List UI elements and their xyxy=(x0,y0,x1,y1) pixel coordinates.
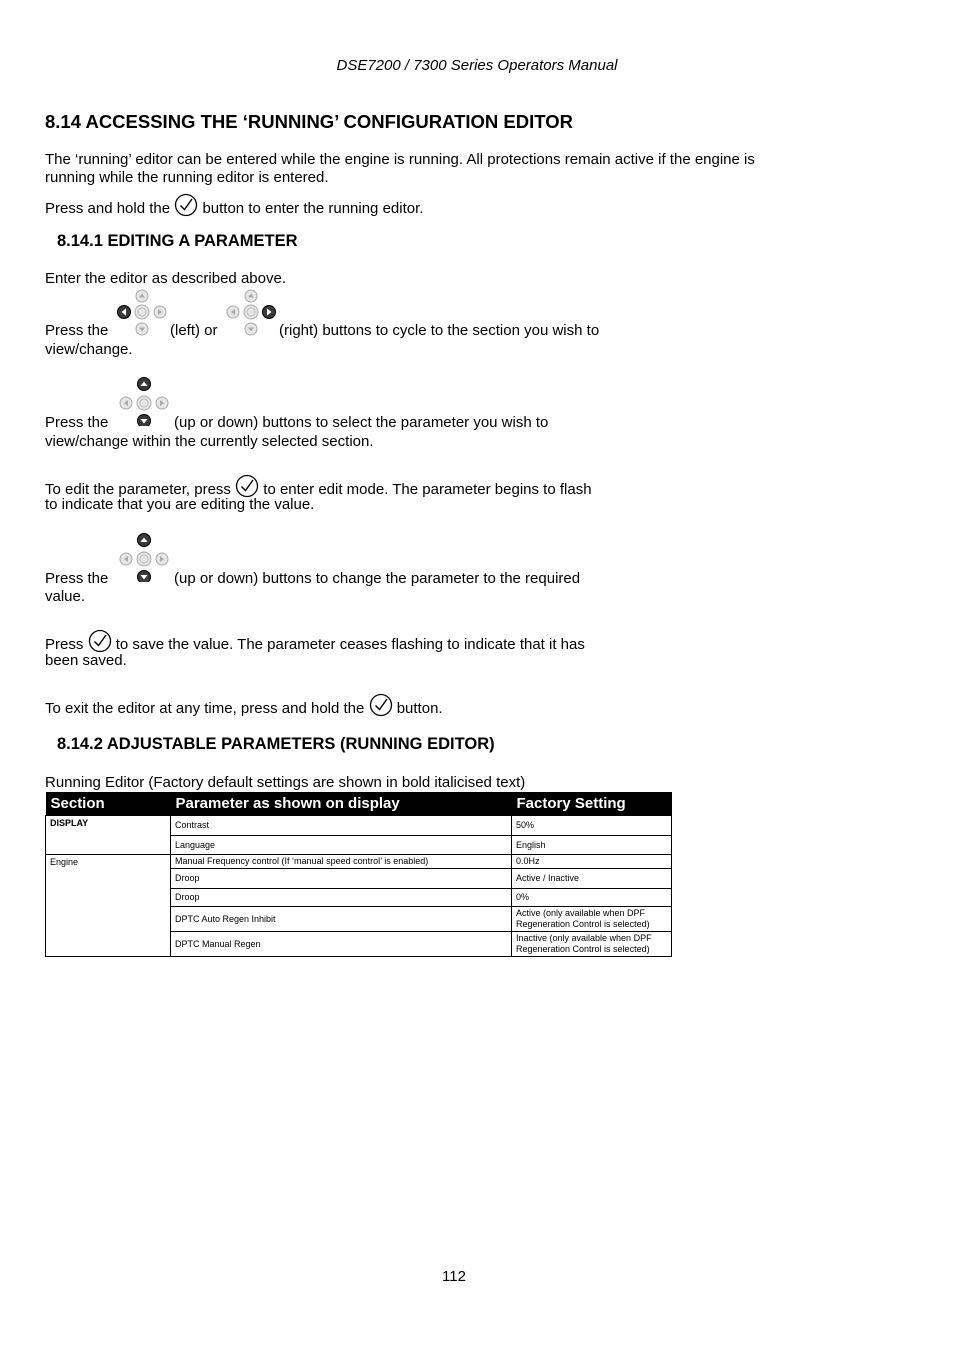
parameter-cell: Manual Frequency control (If ‘manual speed control’ is enabled) xyxy=(171,855,512,869)
parameter-cell: Language xyxy=(171,836,512,855)
up-down-text-b: (up or down) buttons to select the parameter you wish to xyxy=(174,414,549,431)
right-button-icon xyxy=(223,288,279,338)
tick-button-icon xyxy=(369,693,393,717)
adjustable-heading: 8.14.2 ADJUSTABLE PARAMETERS (RUNNING EDITOR) xyxy=(57,735,495,753)
parameter-cell: DPTC Auto Regen Inhibit xyxy=(171,907,512,932)
setting-cell: Active / Inactive xyxy=(512,869,672,889)
setting-cell: Inactive (only available when DPF Regeneration Control is selected) xyxy=(512,932,672,957)
column-header: Factory Setting xyxy=(512,792,672,816)
exit-text-a: To exit the editor at any time, press and hold the xyxy=(45,700,365,717)
save-text-b: to save the value. The parameter ceases flashing to indicate that it has xyxy=(115,636,585,653)
edit-text-b: to enter edit mode. The parameter begins to flash xyxy=(263,481,592,498)
parameter-cell: Droop xyxy=(171,869,512,889)
parameter-cell: Droop xyxy=(171,889,512,907)
save-text-c: been saved. xyxy=(45,652,127,669)
tick-button-icon xyxy=(88,629,112,653)
change-text-a: Press the xyxy=(45,570,109,587)
save-instruction xyxy=(45,629,585,654)
section-cell: DISPLAY xyxy=(46,816,171,855)
left-right-text-b: (left) or xyxy=(170,322,218,339)
left-right-text-c: (right) buttons to cycle to the section you wish to xyxy=(279,322,600,339)
up-down-text-a: Press the xyxy=(45,414,109,431)
column-header: Section xyxy=(46,792,171,816)
left-right-text-d: view/change. xyxy=(45,341,133,358)
setting-cell: 0% xyxy=(512,889,672,907)
parameters-table xyxy=(45,792,672,957)
press-hold-instruction xyxy=(45,193,423,218)
change-text-c: value. xyxy=(45,588,86,605)
intro-line-2: running while the running editor is entered. xyxy=(45,169,329,186)
column-header: Parameter as shown on display xyxy=(171,792,512,816)
tick-button-icon xyxy=(235,474,259,498)
enter-editor-text: Enter the editor as described above. xyxy=(45,270,286,287)
section-heading: 8.14 ACCESSING THE ‘RUNNING’ CONFIGURATION EDITOR xyxy=(45,111,573,132)
up-down-button-icon xyxy=(116,532,172,582)
table-row xyxy=(46,816,672,836)
setting-cell: 50% xyxy=(512,816,672,836)
edit-text-c: to indicate that you are editing the value. xyxy=(45,496,315,513)
left-button-icon xyxy=(114,288,170,338)
table-caption: Running Editor (Factory default settings are shown in bold italicised text) xyxy=(45,774,526,791)
edit-text-a: To edit the parameter, press xyxy=(45,481,231,498)
save-text-a: Press xyxy=(45,636,84,653)
setting-cell: Active (only available when DPF Regeneration Control is selected) xyxy=(512,907,672,932)
up-down-button-icon xyxy=(116,376,172,426)
editing-heading: 8.14.1 EDITING A PARAMETER xyxy=(57,232,298,250)
exit-instruction xyxy=(45,693,443,718)
document-header: DSE7200 / 7300 Series Operators Manual xyxy=(336,57,618,74)
exit-text-b: button. xyxy=(396,700,443,717)
section-cell: Engine xyxy=(46,855,171,957)
table-header-row xyxy=(46,792,672,816)
table-row xyxy=(46,855,672,869)
parameter-cell: Contrast xyxy=(171,816,512,836)
press-hold-text-b: button to enter the running editor. xyxy=(202,200,424,217)
setting-cell: 0.0Hz xyxy=(512,855,672,869)
press-hold-text-a: Press and hold the xyxy=(45,200,171,217)
parameter-cell: DPTC Manual Regen xyxy=(171,932,512,957)
change-text-b: (up or down) buttons to change the parameter to the required xyxy=(174,570,581,587)
setting-cell: English xyxy=(512,836,672,855)
up-down-text-c: view/change within the currently selected section. xyxy=(45,433,374,450)
page-number: 112 xyxy=(442,1268,466,1285)
intro-line-1: The ‘running’ editor can be entered while the engine is running. All protections remain active if the engine is xyxy=(45,151,755,168)
tick-button-icon xyxy=(174,193,198,217)
left-right-text-a: Press the xyxy=(45,322,109,339)
